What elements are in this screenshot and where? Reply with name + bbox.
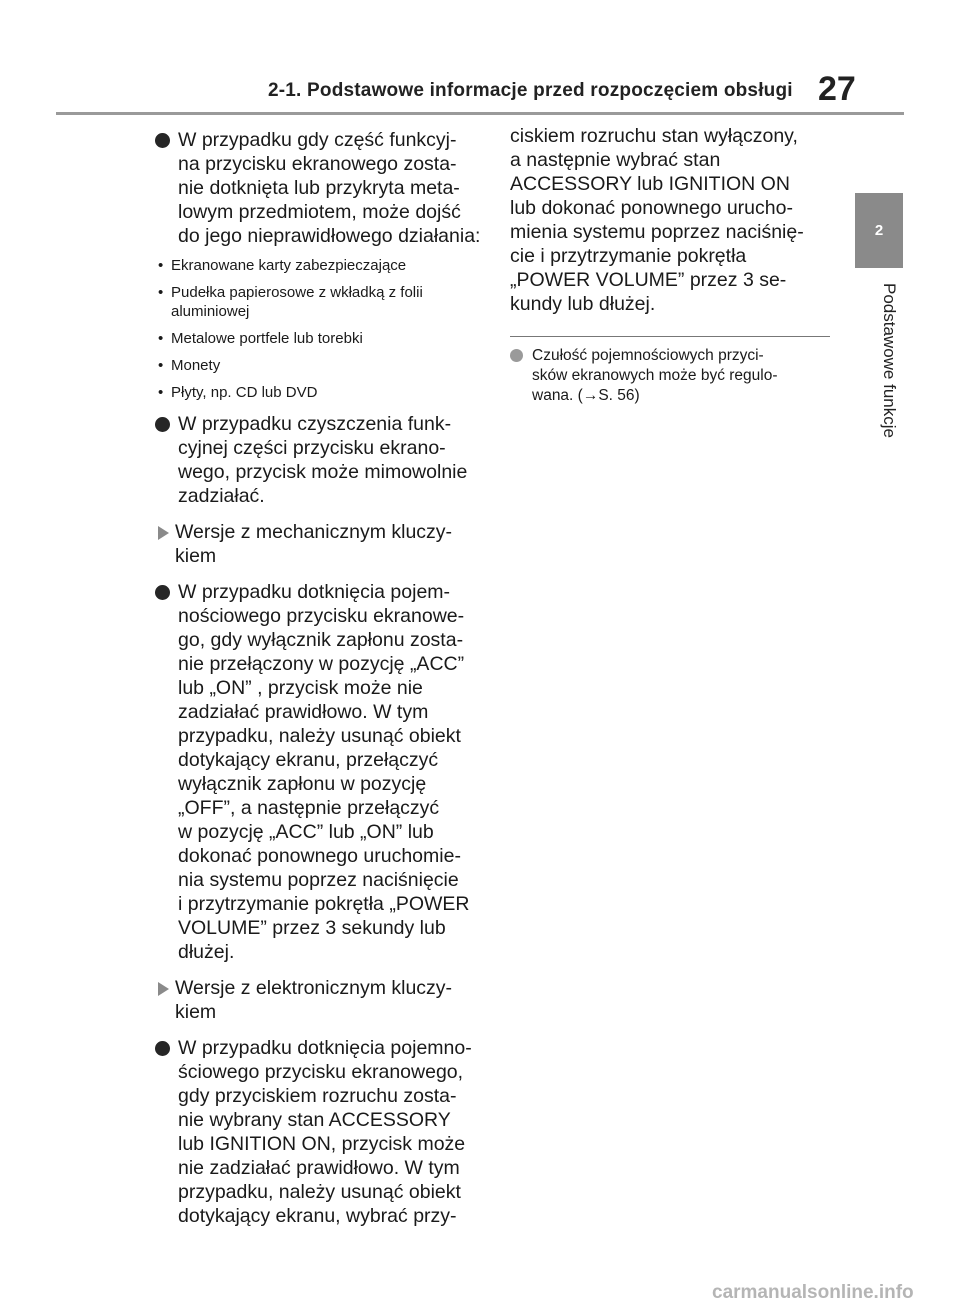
- sub-item-text: Płyty, np. CD lub DVD: [171, 384, 318, 401]
- note-divider: [510, 336, 830, 337]
- sub-item: [158, 383, 495, 402]
- bullet-item: [155, 128, 495, 248]
- bullet-text: W przypadku dotknięcia pojem- nościowego przycisku ekranowe- go, gdy wyłącznik zapłonu zosta- nie przełączony w pozycję „ACC” lub „ON” , przycisk może nie zadziałać prawidłowo. W tym przypadku, należy usunąć obiekt dotykający ekranu, przełączyć wyłącznik zapłonu w pozycję „OFF”, a następnie przełączyć w pozycję „ACC” lub „ON” lub dokonać ponownego uruchomie- nia systemu poprzez naciśnięcie i przytrzymanie pokrętła „POWER VOLUME” przez 3 sekundy lub dłużej.: [178, 581, 470, 963]
- chapter-number: 2: [874, 222, 884, 239]
- bullet-text: W przypadku dotknięcia pojemno- ściowego przycisku ekranowego, gdy przyciskiem rozruchu zosta- nie wybrany stan ACCESSORY lub IGNITION ON, przycisk może nie zadziałać prawidłowo. W tym przypadku, należy usunąć obiekt dotykający ekranu, wybrać przy-: [178, 1037, 472, 1227]
- bullet-dot-icon: [155, 585, 170, 600]
- version-heading-text: Wersje z mechanicznym kluczy- kiem: [175, 521, 453, 567]
- watermark: carmanualsonline.info: [712, 1282, 914, 1303]
- small-bullet-icon: •: [158, 284, 164, 301]
- sub-item: [158, 256, 495, 275]
- continuation-text: ciskiem rozruchu stan wyłączony, a następnie wybrać stan ACCESSORY lub IGNITION ON lub dokonać ponownego urucho- mienia systemu poprzez naciśnię- cie i przytrzymanie pokrętła „POWER VOLUME” przez 3 se- kundy lub dłużej.: [510, 125, 804, 315]
- bullet-dot-icon: [155, 1041, 170, 1056]
- bullet-dot-icon: [155, 133, 170, 148]
- version-heading: [155, 520, 495, 568]
- sub-item: [158, 329, 495, 348]
- triangle-marker-icon: [158, 526, 169, 540]
- bullet-text: W przypadku czyszczenia funk- cyjnej części przycisku ekrano- wego, przycisk może mimowolnie zadziałać.: [178, 413, 468, 507]
- small-bullet-icon: •: [158, 384, 164, 401]
- sub-item-text: Pudełka papierosowe z wkładką z folii aluminiowej: [171, 284, 423, 320]
- triangle-marker-icon: [158, 982, 169, 996]
- bullet-text: W przypadku gdy część funkcyj- na przycisku ekranowego zosta- nie dotknięta lub przykryta meta- lowym przedmiotem, może dojść do jego nieprawidłowego działania:: [178, 129, 481, 247]
- chapter-tab[interactable]: [855, 193, 903, 268]
- small-bullet-icon: •: [158, 257, 164, 274]
- bullet-item: [155, 412, 495, 508]
- chapter-label: Podstawowe funkcje: [880, 283, 899, 438]
- bullet-dot-icon: [155, 417, 170, 432]
- page-number: 27: [818, 70, 856, 108]
- left-column: [155, 128, 495, 1240]
- sub-item: [158, 283, 495, 321]
- version-heading-text: Wersje z elektronicznym kluczy- kiem: [175, 977, 453, 1023]
- note-dot-icon: [510, 349, 523, 362]
- sub-item-text: Ekranowane karty zabezpieczające: [171, 257, 407, 274]
- sub-item: [158, 356, 495, 375]
- note-item: [510, 346, 840, 406]
- small-bullet-icon: •: [158, 330, 164, 347]
- sub-list: [155, 256, 495, 402]
- right-column: [510, 124, 840, 406]
- note-text: Czułość pojemnościowych przyci- sków ekranowych może być regulo- wana. (→S. 56): [532, 347, 778, 404]
- header-divider: [56, 112, 904, 115]
- version-heading: [155, 976, 495, 1024]
- bullet-item: [155, 1036, 495, 1228]
- section-title: 2-1. Podstawowe informacje przed rozpoczęciem obsługi: [268, 80, 793, 101]
- small-bullet-icon: •: [158, 357, 164, 374]
- sub-item-text: Monety: [171, 357, 221, 374]
- sub-item-text: Metalowe portfele lub torebki: [171, 330, 363, 347]
- bullet-item: [155, 580, 495, 964]
